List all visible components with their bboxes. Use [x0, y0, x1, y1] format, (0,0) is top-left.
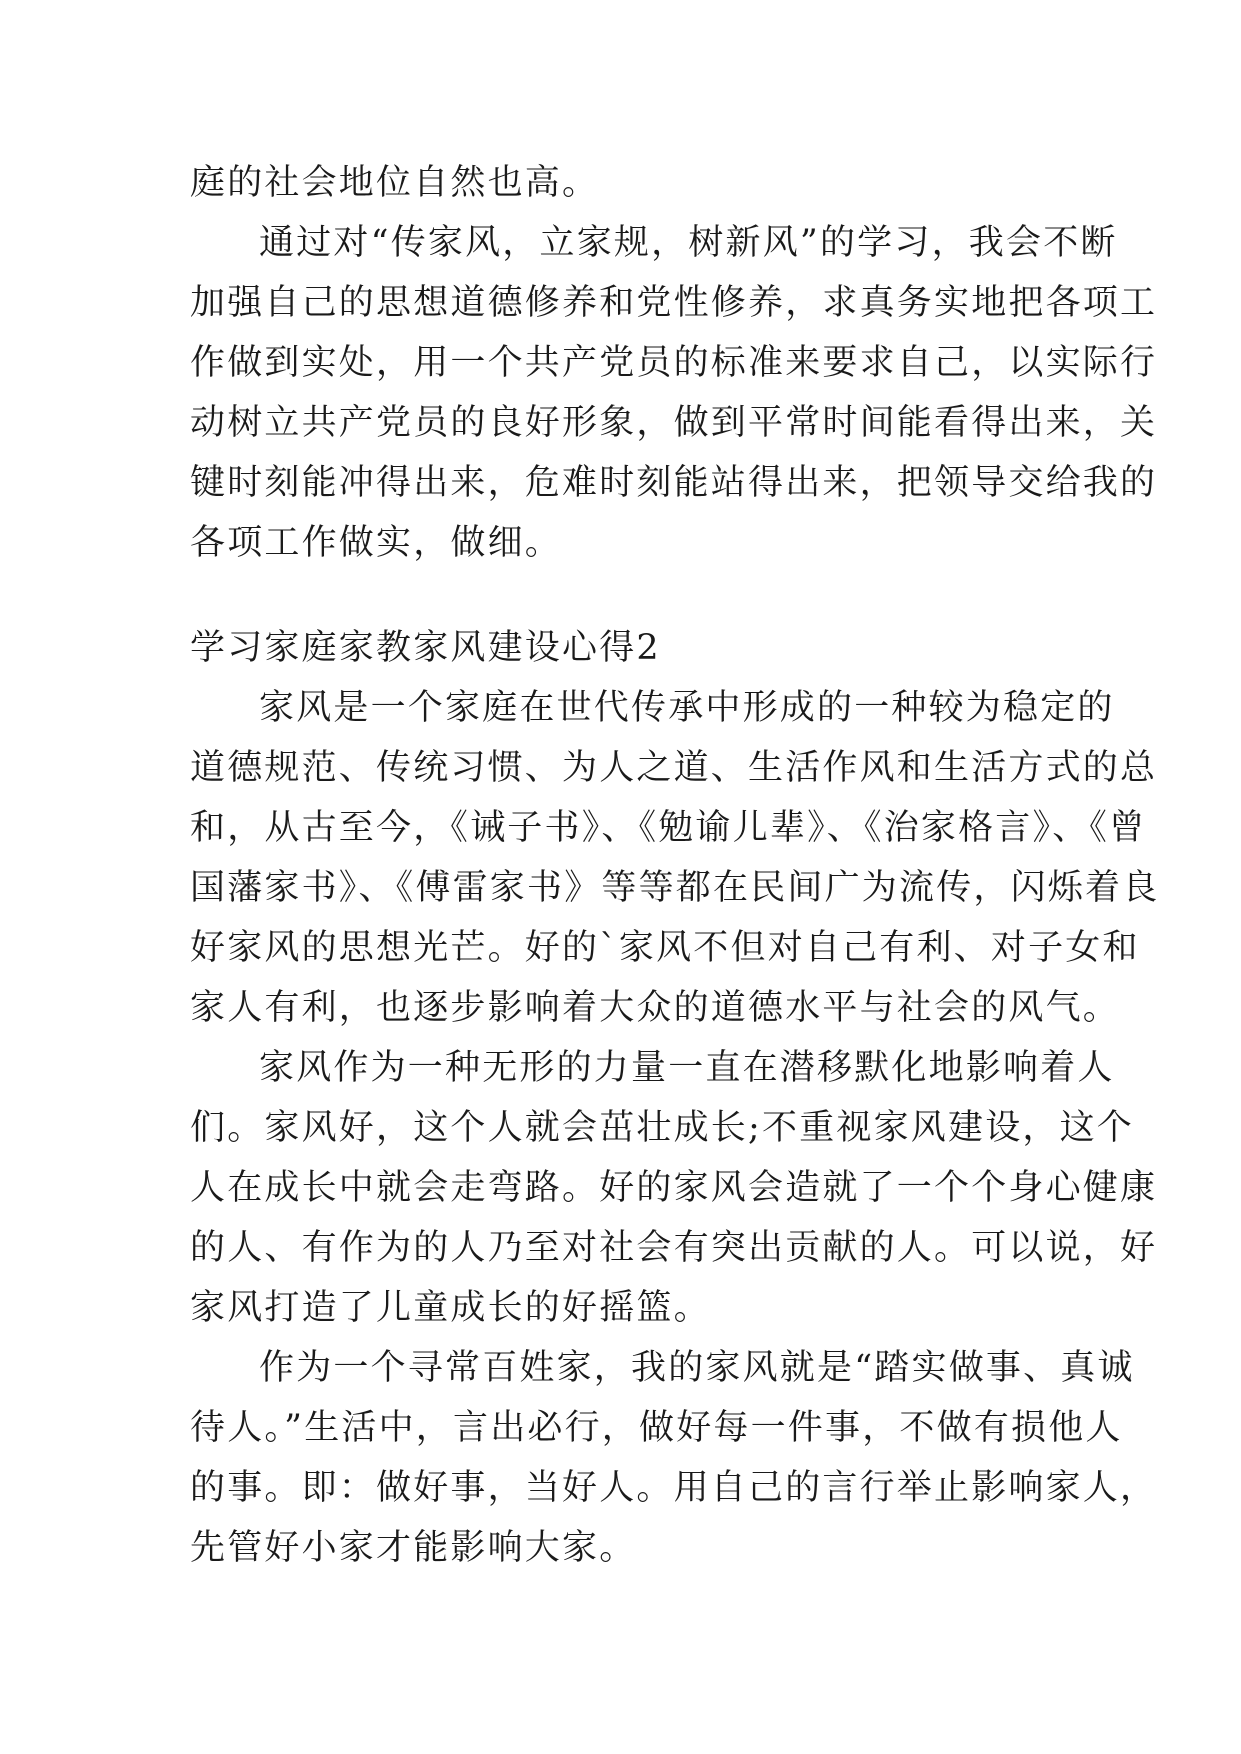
- paragraph-line: 人在成长中就会走弯路。好的家风会造就了一个个身心健康: [190, 1168, 1158, 1208]
- paragraph-line: 家人有利，也逐步影响着大众的道德水平与社会的风气。: [190, 988, 1121, 1028]
- paragraph-line: 国藩家书》、《傅雷家书》等等都在民间广为流传，闪烁着良: [190, 868, 1160, 908]
- paragraph-line: 家风作为一种无形的力量一直在潜移默化地影响着人: [259, 1048, 1115, 1088]
- paragraph-line: 作做到实处，用一个共产党员的标准来要求自己，以实际行: [190, 343, 1158, 383]
- paragraph-line: 好家风的思想光芒。好的`家风不但对自己有利、对子女和: [190, 928, 1140, 968]
- paragraph-line: 动树立共产党员的良好形象，做到平常时间能看得出来，关: [190, 403, 1158, 443]
- paragraph-line: 道德规范、传统习惯、为人之道、生活作风和生活方式的总: [190, 748, 1158, 788]
- paragraph-line: 和，从古至今，《诫子书》、《勉谕儿辈》、《治家格言》、《曾: [190, 808, 1147, 848]
- paragraph-line: 们。家风好，这个人就会茁壮成长;不重视家风建设，这个: [190, 1108, 1134, 1148]
- paragraph-line: 各项工作做实，做细。: [190, 523, 563, 563]
- section-heading: 学习家庭家教家风建设心得2: [190, 628, 661, 668]
- paragraph-line: 作为一个寻常百姓家，我的家风就是“踏实做事、真诚: [259, 1348, 1135, 1388]
- paragraph-line: 的事。即：做好事，当好人。用自己的言行举止影响家人，: [190, 1468, 1158, 1508]
- paragraph-line: 先管好小家才能影响大家。: [190, 1528, 637, 1568]
- paragraph-line: 家风打造了儿童成长的好摇篮。: [190, 1288, 711, 1328]
- paragraph-line: 键时刻能冲得出来，危难时刻能站得出来，把领导交给我的: [190, 463, 1158, 503]
- paragraph-line: 加强自己的思想道德修养和党性修养，求真务实地把各项工: [190, 283, 1158, 323]
- paragraph-line: 待人。”生活中，言出必行，做好每一件事，不做有损他人: [190, 1408, 1123, 1448]
- paragraph-line: 通过对“传家风，立家规，树新风”的学习，我会不断: [259, 223, 1118, 263]
- paragraph-line: 家风是一个家庭在世代传承中形成的一种较为稳定的: [259, 688, 1115, 728]
- paragraph-line: 的人、有作为的人乃至对社会有突出贡献的人。可以说，好: [190, 1228, 1158, 1268]
- paragraph-line: 庭的社会地位自然也高。: [190, 163, 600, 203]
